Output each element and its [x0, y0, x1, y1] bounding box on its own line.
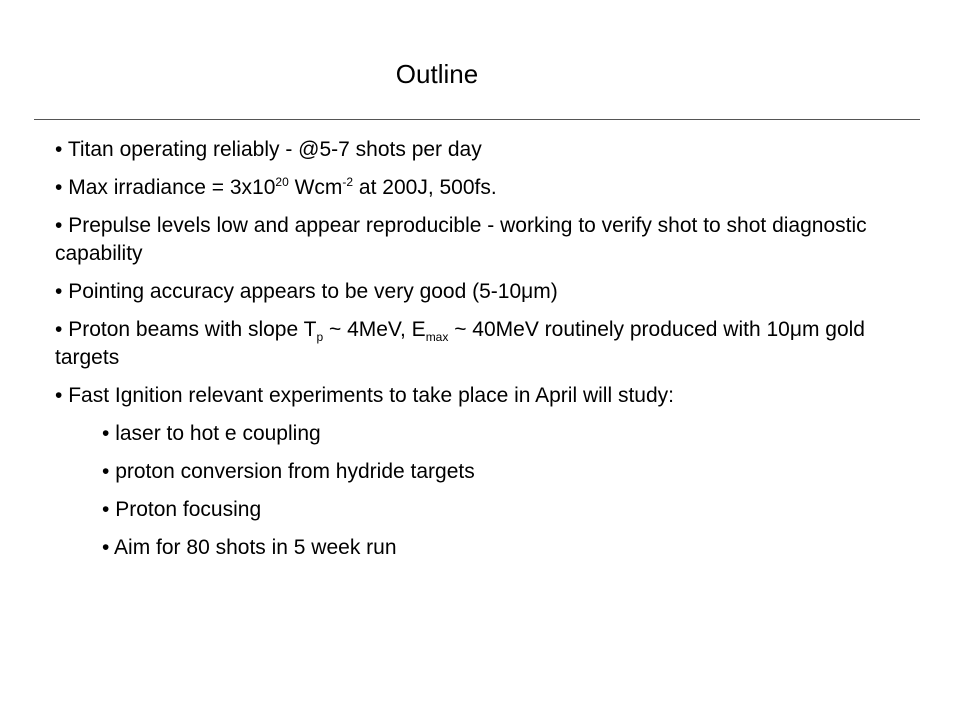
bullet-marker: •: [55, 214, 63, 237]
bullet-text: Pointing accuracy appears to be very good (5-10: [68, 280, 522, 303]
bullet-marker: •: [102, 460, 110, 483]
bullet-text: Max irradiance = 3x10: [68, 176, 276, 199]
bullet-marker: •: [55, 384, 63, 407]
bullet-text: laser to hot e coupling: [115, 422, 321, 445]
superscript: 20: [275, 175, 289, 189]
sub-bullet-item: [102, 420, 925, 448]
bullet-marker: •: [102, 498, 110, 521]
superscript: -2: [342, 175, 354, 189]
bullet-text: Aim for 80 shots in 5 week run: [114, 536, 397, 559]
bullet-text: proton conversion from hydride targets: [115, 460, 475, 483]
subscript: p: [316, 330, 324, 345]
bullet-text: Proton beams with slope T: [68, 318, 317, 341]
bullet-item: [55, 136, 925, 164]
bullet-text: m): [533, 280, 558, 303]
bullet-marker: •: [55, 318, 63, 341]
slide-title: Outline: [395, 59, 479, 89]
bullet-text: ~ 40MeV routinely produced with 10: [448, 318, 790, 341]
bullet-marker: •: [55, 176, 63, 199]
sub-bullet-item: [102, 496, 925, 524]
subscript: max: [425, 330, 449, 345]
bullet-marker: •: [102, 536, 110, 559]
bullet-text: Wcm: [288, 176, 343, 199]
bullet-text: m gold targets: [55, 318, 865, 369]
sub-bullet-item: [102, 534, 925, 562]
sub-bullet-item: [102, 458, 925, 486]
bullet-list: [55, 136, 925, 572]
title-divider: [34, 119, 920, 120]
bullet-item: [55, 278, 925, 306]
bullet-item: [55, 212, 925, 268]
mu-symbol: μ: [521, 280, 534, 303]
bullet-text: ~ 4MeV, E: [323, 318, 426, 341]
bullet-marker: •: [102, 422, 110, 445]
bullet-text: Proton focusing: [115, 498, 262, 521]
bullet-text: Prepulse levels low and appear reproducible - working to verify shot to shot diagnostic capability: [55, 214, 867, 265]
bullet-item: [55, 382, 925, 410]
bullet-text: Titan operating reliably - @5-7 shots per day: [67, 138, 482, 161]
bullet-item: [55, 316, 925, 372]
mu-symbol: μ: [789, 318, 802, 341]
bullet-marker: •: [55, 138, 63, 161]
bullet-text: at 200J, 500fs.: [353, 176, 497, 199]
bullet-text: Fast Ignition relevant experiments to take place in April will study:: [68, 384, 674, 407]
bullet-item: [55, 174, 925, 202]
bullet-marker: •: [55, 280, 63, 303]
